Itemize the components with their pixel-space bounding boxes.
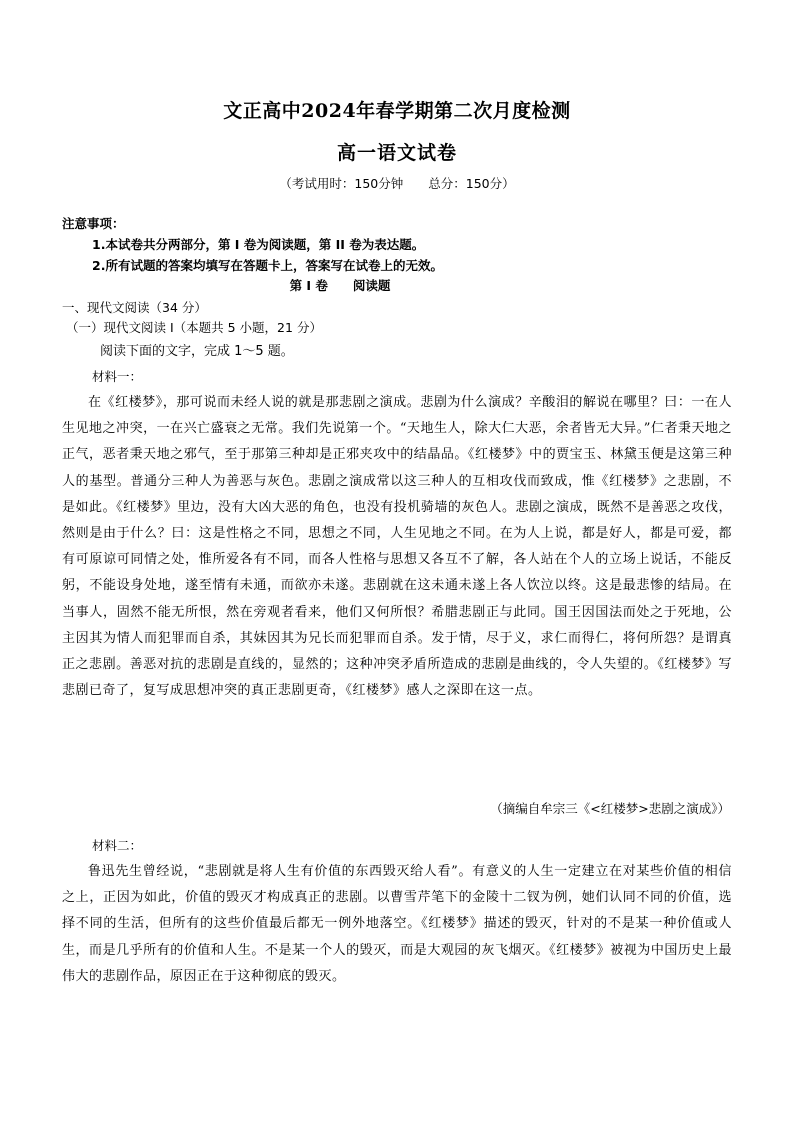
material-paragraph: 在《红楼梦》，那可说而未经人说的就是那悲剧之演成。悲剧为什么演成？辛酸泪的解说在哪里？曰：一在人生见地之冲突，一在兴亡盛衰之无常。我们先说第一个。“天地生人，除大仁大恶，余者皆无大异。”仁者秉天地之正气，恶者秉天地之邪气，至于那第三种却是正邪夹攻中的结晶品。《红楼梦》中的贾宝玉、林黛玉便是这第三种人的基型。普通分三种人为善恶与灰色。悲剧之演成常以这三种人的互相攻伐而致成，惟《红楼梦》之悲剧，不是如此。《红楼梦》里边，没有大凶大恶的角色，也没有投机骑墙的灰色人。悲剧之演成，既然不是善恶之攻伐，然则是由于什么？曰：这是性格之不同，思想之不同，人生见地之不同。在为人上说，都是好人，都是可爱，都有可原谅可同情之处，惟所爱各有不同，而各人性格与思想又各互不了解，各人站在个人的立场上说话，不能反躬，不能设身处地，遂至情有未通，而欲亦未遂。悲剧就在这未通未遂上各人饮泣以终。这是最悲惨的结局。在当事人，固然不能无所恨，然在旁观者看来，他们又何所恨？希腊悲剧正与此同。国王因国法而处之于死地，公主因其为情人而犯罪而自杀，其妹因其为兄长而犯罪而自杀。发于情，尽于义，求仁而得仁，将何所怨？是谓真正之悲剧。善恶对抗的悲剧是直线的，显然的；这种冲突矛盾所造成的悲剧是曲线的，令人失望的。《红楼梦》写悲剧已奇了，复写成思想冲突的真正悲剧更奇，《红楼梦》感人之深即在这一点。	[62, 395, 732, 699]
material-label: 材料二：	[92, 838, 143, 853]
volume-heading: 第 I 卷 阅读题	[289, 278, 391, 293]
section-heading: 一、现代文阅读（34 分）	[62, 300, 207, 315]
notice-heading: 注意事项：	[62, 216, 125, 231]
reading-instruction: 阅读下面的文字，完成 1～5 题。	[100, 344, 294, 359]
exam-subtitle: 高一语文试卷	[336, 142, 457, 164]
material-label: 材料一：	[92, 369, 143, 384]
material-paragraph: 鲁迅先生曾经说，“悲剧就是将人生有价值的东西毁灭给人看”。有意义的人生一定建立在对某些价值的相信之上，正因为如此，价值的毁灭才构成真正的悲剧。以曹雪芹笔下的金陵十二钗为例，她们认同不同的价值，选择不同的生活，但所有的这些价值最后都无一例外地落空。《红楼梦》描述的毁灭，针对的不是某一种价值或人生，而是几乎所有的价值和人生。不是某一个人的毁灭，而是大观园的灰飞烟灭。《红楼梦》被视为中国历史上最伟大的悲剧作品，原因正在于这种彻底的毁灭。	[62, 864, 732, 984]
exam-title: 文正高中2024年春学期第二次月度检测	[223, 100, 571, 122]
source-citation: （摘编自牟宗三《<红楼梦>悲剧之演成》）	[490, 801, 730, 816]
notice-item: 2.所有试题的答案均填写在答题卡上，答案写在试卷上的无效。	[92, 258, 443, 273]
notice-item: 1.本试卷共分两部分，第 I 卷为阅读题，第 II 卷为表达题。	[92, 237, 425, 252]
exam-meta: （考试用时：150分钟 总分：150分）	[279, 176, 515, 191]
subsection-heading: （一）现代文阅读 I（本题共 5 小题，21 分）	[66, 320, 322, 335]
